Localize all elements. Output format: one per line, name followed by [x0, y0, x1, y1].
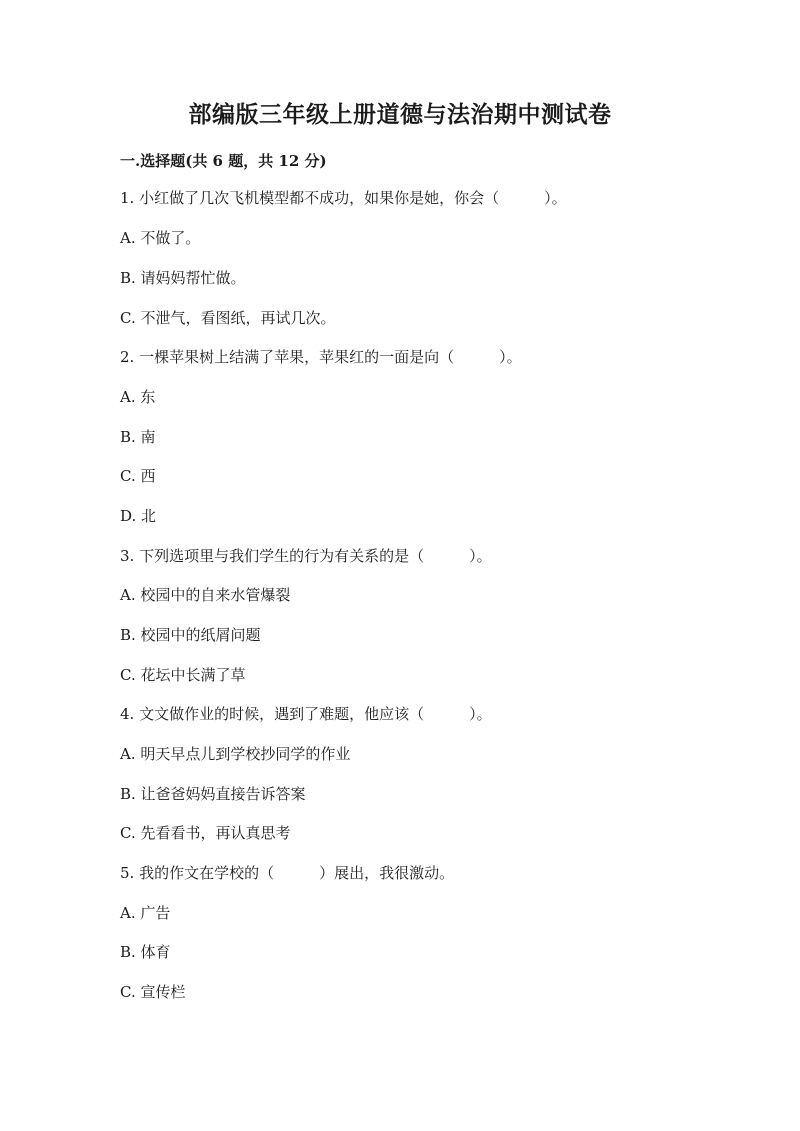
question-4-option-b: B. 让爸爸妈妈直接告诉答案: [120, 785, 306, 803]
question-2-option-a: A. 东: [120, 388, 156, 406]
question-3-option-b: B. 校园中的纸屑问题: [120, 626, 261, 644]
question-5-stem: 5. 我的作文在学校的（ ）展出，我很激动。: [120, 864, 455, 882]
question-2-option-d: D. 北: [120, 507, 157, 525]
question-2-stem: 2. 一棵苹果树上结满了苹果，苹果红的一面是向（ ）。: [120, 348, 522, 366]
question-3-stem: 3. 下列选项里与我们学生的行为有关系的是（ ）。: [120, 547, 492, 565]
question-1-option-b: B. 请妈妈帮忙做。: [120, 269, 246, 287]
question-2-option-b: B. 南: [120, 428, 156, 446]
page-title: 部编版三年级上册道德与法治期中测试卷: [188, 101, 612, 128]
question-5-option-a: A. 广告: [120, 904, 171, 922]
question-1-option-c: C. 不泄气，看图纸，再试几次。: [120, 309, 336, 327]
question-4-stem: 4. 文文做作业的时候，遇到了难题，他应该（ ）。: [120, 705, 492, 723]
question-2-option-c: C. 西: [120, 467, 156, 485]
question-4-option-a: A. 明天早点儿到学校抄同学的作业: [120, 745, 351, 763]
question-1-stem: 1. 小红做了几次飞机模型都不成功，如果你是她，你会（ ）。: [120, 189, 567, 207]
section-header: 一.选择题(共 6 题，共 12 分): [120, 152, 327, 170]
question-4-option-c: C. 先看看书，再认真思考: [120, 824, 291, 842]
question-5-option-c: C. 宣传栏: [120, 983, 186, 1001]
question-3-option-a: A. 校园中的自来水管爆裂: [120, 586, 291, 604]
question-5-option-b: B. 体育: [120, 943, 171, 961]
question-3-option-c: C. 花坛中长满了草: [120, 666, 246, 684]
question-1-option-a: A. 不做了。: [120, 229, 201, 247]
